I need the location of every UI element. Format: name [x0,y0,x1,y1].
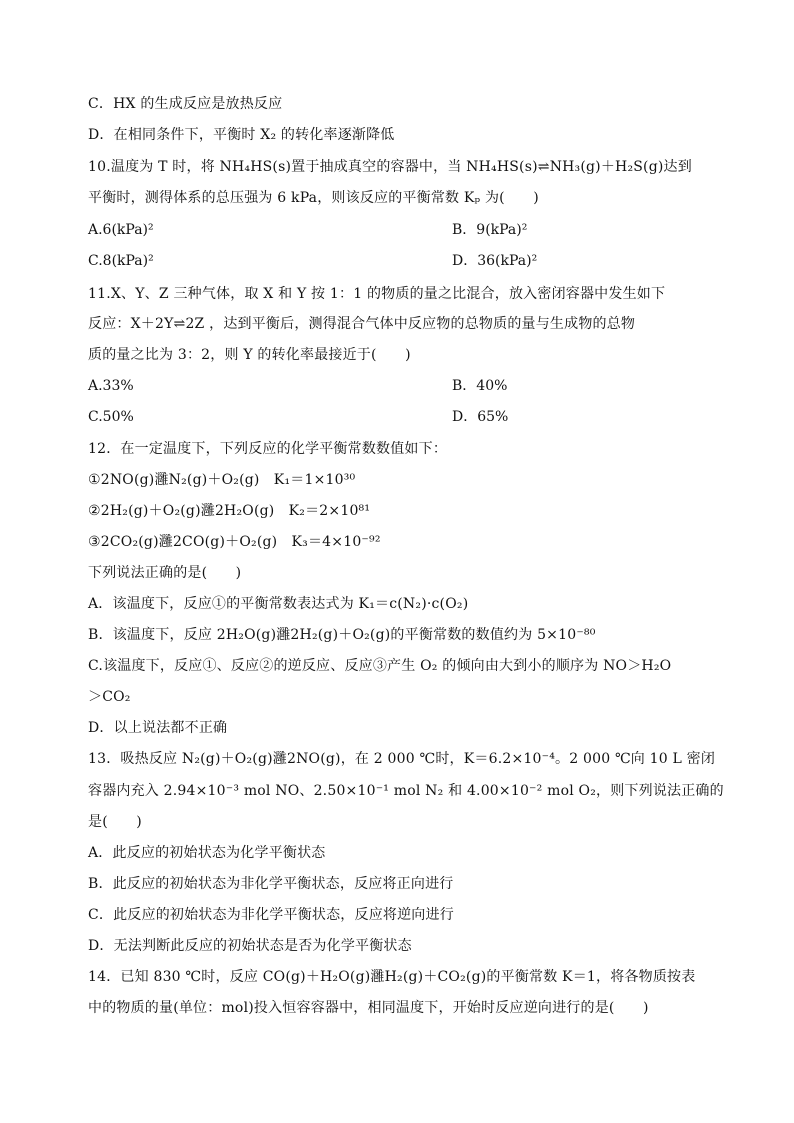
q10-option-c: C.8(kPa)² [88,253,154,269]
q11-stem-line-3: 质的量之比为 3：2，则 Y 的转化率最接近于( ) [88,347,411,363]
q12-option-b: B．该温度下，反应 2H₂O(g)灉2H₂(g)＋O₂(g)的平衡常数的数值约为 5×10⁻⁸⁰ [88,627,596,643]
q10-stem-line-2: 平衡时，测得体系的总压强为 6 kPa，则该反应的平衡常数 Kₚ 为( ) [88,190,539,206]
q11-option-a: A.33% [88,378,134,394]
q11-option-c: C.50% [88,409,134,425]
q12-reaction-2: ②2H₂(g)＋O₂(g)灉2H₂O(g) K₂＝2×10⁸¹ [88,503,371,519]
q9-option-d: D．在相同条件下，平衡时 X₂ 的转化率逐渐降低 [88,127,395,143]
q9-option-c: C．HX 的生成反应是放热反应 [88,96,283,112]
q12-ask: 下列说法正确的是( ) [88,565,242,581]
q12-stem: 12．在一定温度下，下列反应的化学平衡常数数值如下： [88,441,448,457]
q14-stem-line-2: 中的物质的量(单位：mol)投入恒容容器中，相同温度下，开始时反应逆向进行的是( ) [88,1000,649,1016]
q13-option-c: C．此反应的初始状态为非化学平衡状态，反应将逆向进行 [88,907,454,923]
q11-option-d: D．65% [452,409,509,425]
q12-reaction-1: ①2NO(g)灉N₂(g)＋O₂(g) K₁＝1×10³⁰ [88,472,356,488]
q11-stem-line-1: 11.X、Y、Z 三种气体，取 X 和 Y 按 1：1 的物质的量之比混合，放入密闭容器中发生如下 [88,286,666,302]
q11-option-b: B．40% [452,378,508,394]
q12-option-a: A．该温度下，反应①的平衡常数表达式为 K₁＝c(N₂)·c(O₂) [88,596,469,612]
q12-option-c-line-1: C.该温度下，反应①、反应②的逆反应、反应③产生 O₂ 的倾向由大到小的顺序为 NO＞H₂O [88,658,672,674]
q12-reaction-3: ③2CO₂(g)灉2CO(g)＋O₂(g) K₃＝4×10⁻⁹² [88,534,381,550]
q11-stem-line-2: 反应：X＋2Y⇌2Z ，达到平衡后，测得混合气体中反应物的总物质的量与生成物的总物 [88,316,636,332]
q12-option-d: D．以上说法都不正确 [88,720,228,736]
q13-stem-line-2: 容器内充入 2.94×10⁻³ mol NO、2.50×10⁻¹ mol N₂ 和 4.00×10⁻² mol O₂，则下列说法正确的 [88,783,724,799]
q14-stem-line-1: 14．已知 830 ℃时，反应 CO(g)＋H₂O(g)灉H₂(g)＋CO₂(g)的平衡常数 K＝1，将各物质按表 [88,969,696,985]
q13-stem-line-1: 13．吸热反应 N₂(g)＋O₂(g)灉2NO(g)，在 2 000 ℃时，K＝6.2×10⁻⁴。2 000 ℃向 10 L 密闭 [88,751,716,767]
q12-option-c-line-2: ＞CO₂ [88,689,131,705]
q10-option-a: A.6(kPa)² [88,222,154,238]
q10-stem-line-1: 10.温度为 T 时，将 NH₄HS(s)置于抽成真空的容器中，当 NH₄HS(s)⇌NH₃(g)＋H₂S(g)达到 [88,159,692,175]
q13-option-d: D．无法判断此反应的初始状态是否为化学平衡状态 [88,938,412,954]
q13-option-b: B．此反应的初始状态为非化学平衡状态，反应将正向进行 [88,876,454,892]
q13-option-a: A．此反应的初始状态为化学平衡状态 [88,845,326,861]
q10-option-b: B．9(kPa)² [452,222,528,238]
q10-option-d: D．36(kPa)² [452,253,538,269]
q13-stem-line-3: 是( ) [88,814,142,830]
